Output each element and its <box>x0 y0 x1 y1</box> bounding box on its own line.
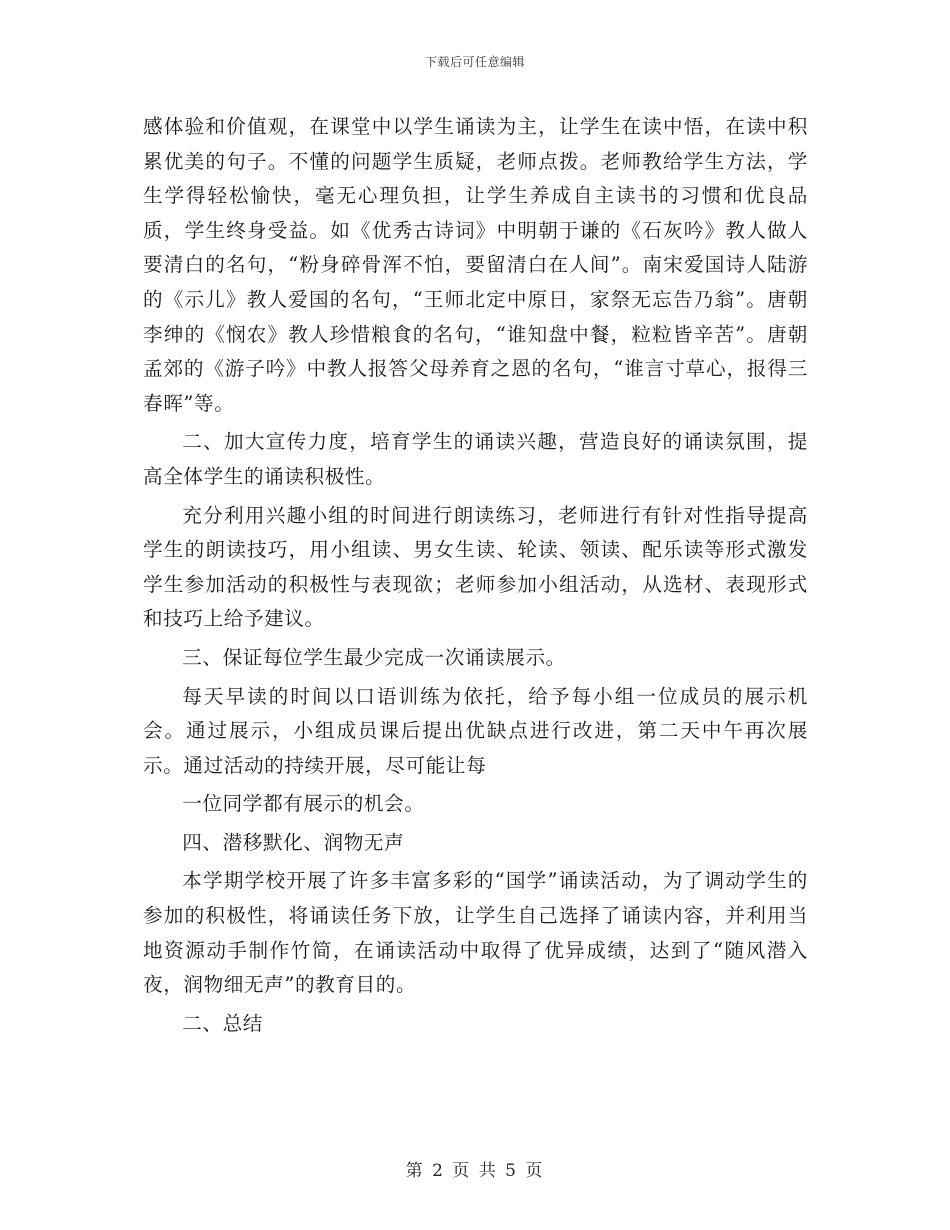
paragraph-fragment: 一位同学都有展示的机会。 <box>182 792 425 816</box>
page-number-footer: 第 2 页 共 5 页 <box>405 1161 545 1181</box>
paragraph-continuation: 感体验和价值观，在课堂中以学生诵读为主，让学生在读中悟，在读中积累优美的句子。不懂的问题学生质疑，老师点拨。老师教给学生方法，学生学得轻松愉快，毫无心理负担，让学生养成自主读书的习惯和优良品质，学生终身受益。如《优秀古诗词》中明朝于谦的《石灰吟》教人做人要清白的名句，“粉身碎骨浑不怕，要留清白在人间”。南宋爱国诗人陆游的《示儿》教人爱国的名句，“王师北定中原日，家祭无忘告乃翁”。唐朝李绅的《悯农》教人珍惜粮食的名句，“谁知盘中餐，粒粒皆辛苦”。唐朝孟郊的《游子吟》中教人报答父母养育之恩的名句，“谁言寸草心，报得三春晖”等。 <box>143 115 808 415</box>
document-body <box>143 110 808 1041</box>
paragraph-activities: 本学期学校开展了许多丰富多彩的“国学”诵读活动，为了调动学生的参加的积极性，将诵读任务下放，让学生自己选择了诵读内容，并利用当地资源动手制作竹简，在诵读活动中取得了优异成绩，达到了“随风潜入夜，润物细无声”的教育目的。 <box>143 869 808 997</box>
paragraph-morning-reading: 每天早读的时间以口语训练为依托，给予每小组一位成员的展示机会。通过展示，小组成员课后提出优缺点进行改进，第二天中午再次展示。通过活动的持续开展，尽可能让每 <box>143 684 808 777</box>
page-header: 下载后可任意编辑 <box>424 55 525 69</box>
section-heading-summary: 二、总结 <box>182 1011 263 1035</box>
section-heading-influence: 四、潜移默化、润物无声 <box>182 830 405 854</box>
section-heading-showcase: 三、保证每位学生最少完成一次诵读展示。 <box>182 645 566 669</box>
section-heading-promotion: 二、加大宣传力度，培育学生的诵读兴趣，营造良好的诵读氛围，提高全体学生的诵读积极性。 <box>143 430 808 488</box>
paragraph-interest-groups: 充分利用兴趣小组的时间进行朗读练习，老师进行有针对性指导提高学生的朗读技巧，用小组读、男女生读、轮读、领读、配乐读等形式激发学生参加活动的积极性与表现欲；老师参加小组活动，从选材、表现形式和技巧上给予建议。 <box>143 503 808 631</box>
